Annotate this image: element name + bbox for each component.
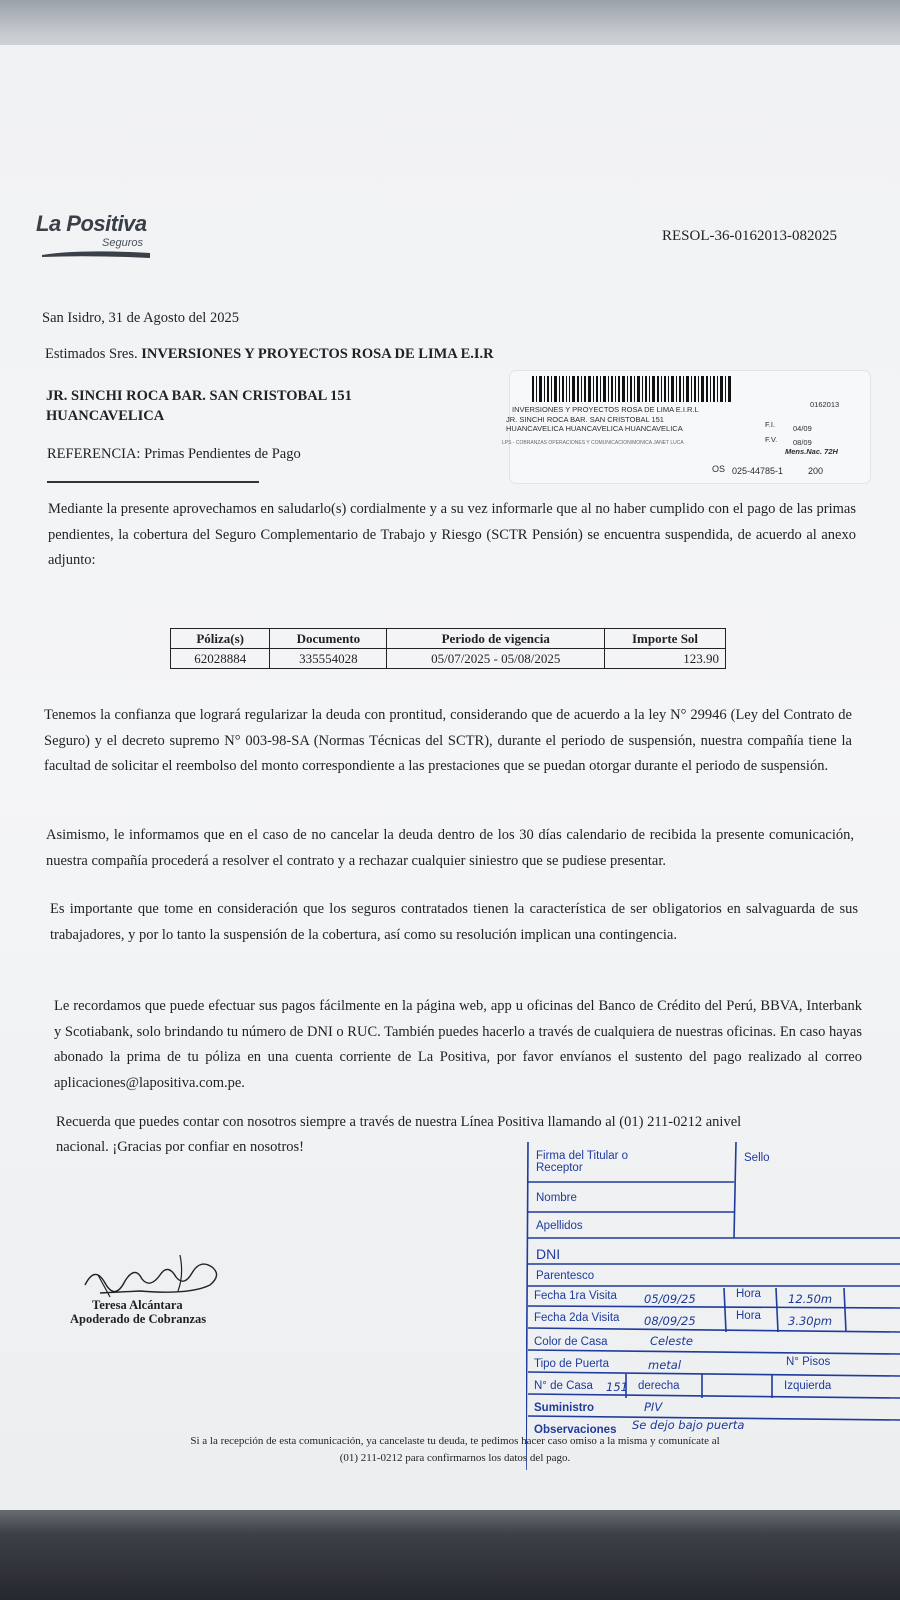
salutation [45,346,494,363]
address-line-2: HUANCAVELICA [46,408,165,424]
company-logo-subtext: Seguros [102,237,143,249]
stamp-surname-label: Apellidos [536,1220,583,1232]
paragraph-payments: Le recordamos que puede efectuar sus pagos fácilmente en la página web, app u oficinas del Banco de Crédito del Perú, BBVA, Interbank y Scotiabank, solo brindando tu número de DNI o RUC. También puedes hacerlo a través de cualquiera de nuestras oficinas. En caso hayas abonado la prima de tu póliza en una cuenta corriente de La Positiva, por favor envíanos el sustento del pago realizado al correo aplicaciones@lapositiva.com.pe. [54,998,862,1091]
stamp-door-type-label: Tipo de Puerta [534,1358,610,1370]
sticker-os-number: 025-44785-1 [732,466,784,476]
salutation-prefix: Estimados Sres. [45,346,138,362]
stamp-visit1-label: Fecha 1ra Visita [534,1290,617,1302]
reference-line: REFERENCIA: Primas Pendientes de Pago [47,446,301,462]
stamp-hour1-value: 12.50m [788,1292,833,1306]
reference-underline [47,481,259,483]
signer-role: Apoderado de Cobranzas [70,1312,207,1326]
header-document: Documento [270,629,387,649]
sticker-fi-value: 04/09 [793,424,812,433]
cell-document: 335554028 [270,649,387,669]
stamp-supply-value: PIV [644,1400,663,1414]
sticker-fi-label: F.I. [765,420,776,429]
header-amount: Importe Sol [605,629,726,649]
paragraph-contact-line1: Recuerda que puedes contar con nosotros siempre a través de nuestra Línea Positiva llamando al (01) 211-0212 anivel [56,1114,742,1130]
stamp-house-number-value: 151 [606,1380,628,1394]
footer-line-1: Si a la recepción de esta comunicación, ya cancelaste tu deuda, te pedimos hacer caso omiso a la misma y comunícate al [190,1435,720,1447]
cell-policy: 62028884 [171,649,270,669]
stamp-house-number-label: N° de Casa [534,1380,593,1392]
sticker-department: LPS - COBRANZAS OPERACIONES Y COMUNICACION/MONICA JANET LUCA [502,440,684,446]
handwritten-signature [80,1245,230,1305]
header-period: Periodo de vigencia [387,629,605,649]
barcode-icon [532,376,732,402]
company-logo-text: La Positiva [36,211,147,236]
stamp-dni-label: DNI [536,1246,561,1262]
stamp-seal-label: Sello [744,1152,770,1164]
sticker-fv-label: F.V. [765,435,778,444]
stamp-relationship-label: Parentesco [536,1270,595,1282]
stamp-hour1-label: Hora [736,1288,761,1300]
cell-period: 05/07/2025 - 05/08/2025 [387,649,605,669]
paragraph-confidence: Tenemos la confianza que logrará regularizar la deuda con prontitud, considerando que de acuerdo a la ley N° 29946 (Ley del Contrato de Seguro) y el decreto supremo N° 003-98-SA (Normas Técnicas del SCTR), durante el periodo de suspensión, nuestra compañía tiene la facultad de solicitar el reembolso del monto correspondiente a las prestaciones que se puedan otorgar durante el periodo de suspensión. [44,707,852,774]
header-policy: Póliza(s) [171,629,270,649]
stamp-visit2-value: 08/09/25 [644,1314,696,1328]
sticker-code: 0162013 [810,400,840,409]
resolution-number: RESOL-36-0162013-082025 [662,228,837,244]
date-line: San Isidro, 31 de Agosto del 2025 [42,310,239,326]
sticker-name: INVERSIONES Y PROYECTOS ROSA DE LIMA E.I.R.L [512,405,699,414]
stamp-house-color-label: Color de Casa [534,1336,608,1348]
stamp-floors-label: N° Pisos [786,1356,831,1368]
paragraph-cancellation: Asimismo, le informamos que en el caso de no cancelar la deuda dentro de los 30 días calendario de recibida la presente comunicación, nuestra compañía procederá a resolver el contrato y a rechazar cualquier siniestro que se pudiese presentar. [46,827,854,869]
table-row [171,649,726,669]
sticker-fv-value: 08/09 [793,438,812,447]
stamp-observations-label: Observaciones [534,1424,617,1436]
stamp-observations-value: Se dejo bajo puerta [632,1418,745,1432]
delivery-stamp [526,1142,900,1472]
shipping-label [502,371,870,483]
signer-name: Teresa Alcántara [92,1298,183,1312]
stamp-left-label: Izquierda [784,1380,832,1392]
sticker-address-1: JR. SINCHI ROCA BAR. SAN CRISTOBAL 151 [506,415,664,424]
paragraph-mandatory: Es importante que tome en consideración que los seguros contratados tienen la característica de ser obligatorios en salvaguarda de sus trabajadores, y por lo tanto la suspensión de la cobertura, así como su resolución implican una contingencia. [50,901,858,943]
stamp-signature-label: Firma del Titular o Receptor [536,1150,629,1174]
stamp-visit2-label: Fecha 2da Visita [534,1312,620,1324]
stamp-right-label: derecha [638,1380,680,1392]
sticker-os-label: OS [712,464,726,474]
stamp-name-label: Nombre [536,1192,577,1204]
paragraph-suspension: Mediante la presente aprovechamos en saludarlo(s) cordialmente y a su vez informarle que al no haber cumplido con el pago de las primas pendientes, la cobertura del Seguro Complementario de Trabajo y Riesgo (SCTR Pensión) se encuentra suspendida, de acuerdo al anexo adjunto: [48,501,856,568]
debt-table [170,628,726,669]
paragraph-contact-line2: nacional. ¡Gracias por confiar en nosotros! [56,1139,305,1155]
sticker-service: Mens.Nac. 72H [785,447,838,456]
table-header-row [171,629,726,649]
recipient-name: INVERSIONES Y PROYECTOS ROSA DE LIMA E.I.R [141,346,494,362]
stamp-door-type-value: metal [648,1358,682,1372]
stamp-visit1-value: 05/09/25 [644,1292,696,1306]
stamp-supply-label: Suministro [534,1402,595,1414]
logo-swoosh-icon [40,248,152,260]
stamp-house-color-value: Celeste [650,1334,693,1348]
footer-note [140,1433,770,1467]
address-line-1: JR. SINCHI ROCA BAR. SAN CRISTOBAL 151 [46,388,352,404]
sticker-address-2: HUANCAVELICA HUANCAVELICA HUANCAVELICA [506,424,683,433]
footer-line-2: (01) 211-0212 para confirmarnos los datos del pago. [339,1452,571,1464]
sticker-os-count: 200 [808,466,824,476]
cell-amount: 123.90 [605,649,726,669]
letter-page [0,45,900,1510]
stamp-hour2-value: 3.30pm [788,1314,833,1328]
stamp-hour2-label: Hora [736,1310,761,1322]
